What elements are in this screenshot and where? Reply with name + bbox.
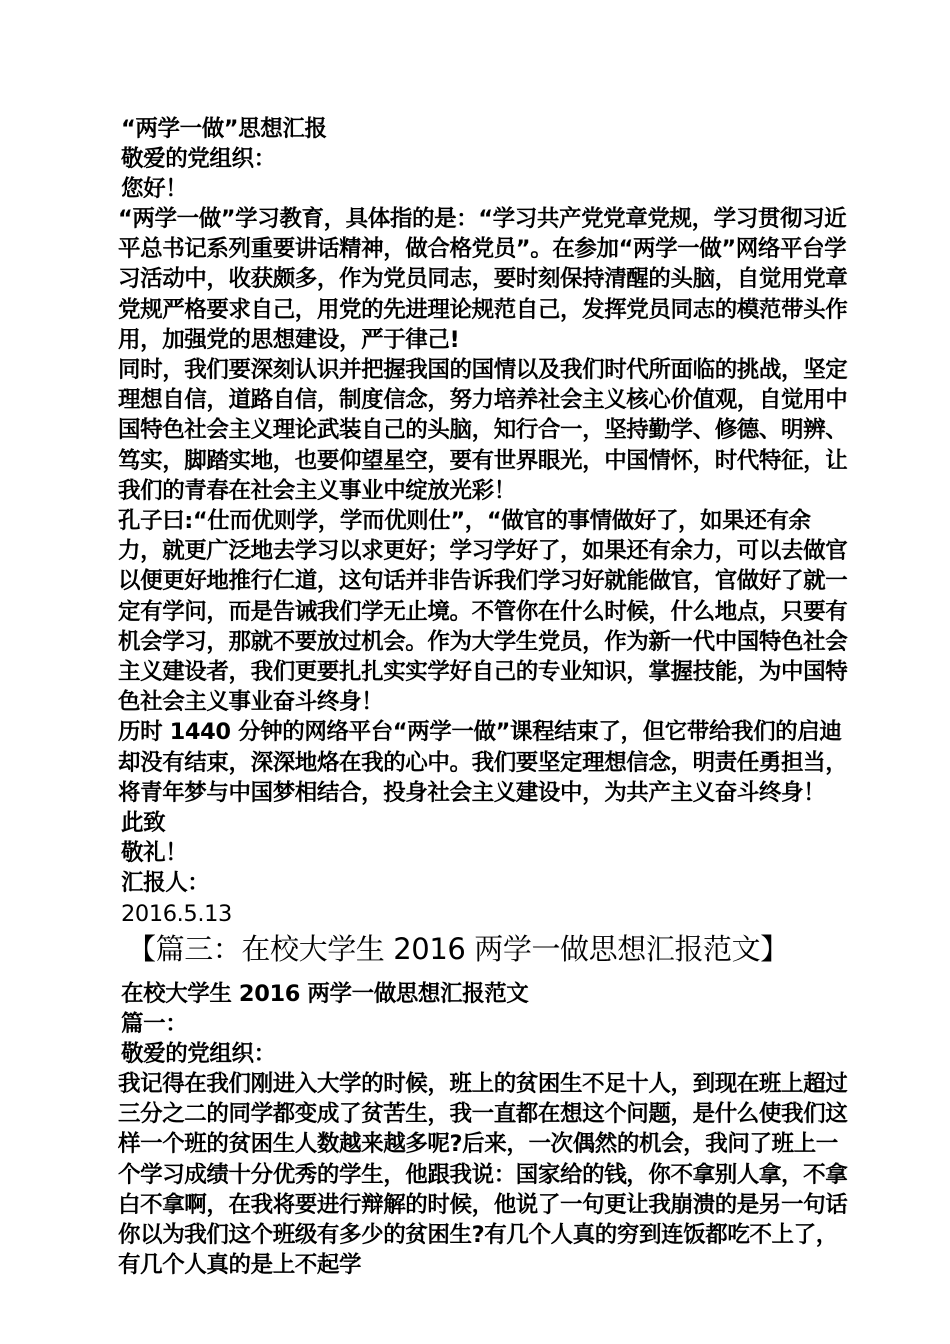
salutation: 敬爱的党组织： (121, 146, 276, 172)
greeting: 您好！ (121, 176, 188, 202)
closing-line: 此致 (121, 810, 166, 837)
letter-title: “两学一做”思想汇报 (121, 116, 327, 142)
salutation: 敬爱的党组织： (121, 1041, 276, 1068)
paragraph: “两学一做”学习教育，具体指的是：“学习共产党党章党规，学习贯彻习近平总书记系列重要讲话精神，做合格党员”。在参加“两学一做”网络平台学习活动中，收获颇多，作为党员同志，要时刻保持清醒的头脑，自觉用党章党规严格要求自己，用党的先进理论规范自己，发挥党员同志的模范带头作用，加强党的思想建设，严于律己! (118, 206, 848, 353)
paragraph: 同时，我们要深刻认识并把握我国的国情以及我们时代所面临的挑战，坚定理想自信，道路自信，制度信念，努力培养社会主义核心价值观，自觉用中国特色社会主义理论武装自己的头脑，知行合一，坚持勤学、修德、明辨、笃实，脚踏实地，也要仰望星空，要有世界眼光，中国情怀，时代特征，让我们的青春在社会主义事业中绽放光彩！ (118, 357, 848, 504)
paragraph: 孔子曰:“仕而优则学，学而优则仕”，“做官的事情做好了，如果还有余力，就更广泛地去学习以求更好；学习学好了，如果还有余力，可以去做官以便更好地推行仁道，这句话并非告诉我们学习好就能做官，官做好了就一定有学问，而是告诫我们学无止境。不管你在什么时候，什么地点，只要有机会学习，那就不要放过机会。作为大学生党员，作为新一代中国特色社会主义建设者，我们更要扎扎实实学好自己的专业知识，掌握技能，为中国特色社会主义事业奋斗终身！ (118, 508, 848, 716)
report-date: 2016.5.13 (121, 901, 232, 928)
document-body (118, 114, 852, 1280)
part-label: 篇一： (121, 1011, 188, 1038)
signature-label: 汇报人： (121, 870, 210, 897)
paragraph: 我记得在我们刚进入大学的时候，班上的贫困生不足十人，到现在班上超过三分之二的同学都变成了贫苦生，我一直都在想这个问题，是什么使我们这样一个班的贫困生人数越来越多呢?后来，一次偶然的机会，我问了班上一个学习成绩十分优秀的学生，他跟我说：国家给的钱，你不拿别人拿，不拿白不拿啊，在我将要进行辩解的时候，他说了一句更让我崩溃的是另一句话你以为我们这个班级有多少的贫困生?有几个人真的穷到连饭都吃不上了，有几个人真的是上不起学 (118, 1071, 848, 1279)
section-heading: 【篇三：在校大学生 2016 两学一做思想汇报范文】 (127, 932, 789, 967)
closing-line: 敬礼！ (121, 840, 188, 867)
paragraph: 历时 1440 分钟的网络平台“两学一做”课程结束了，但它带给我们的启迪却没有结束，深深地烙在我的心中。我们要坚定理想信念，明责任勇担当，将青年梦与中国梦相结合，投身社会主义建设中，为共产主义奋斗终身！ (118, 719, 848, 806)
letter-title: 在校大学生 2016 两学一做思想汇报范文 (121, 981, 529, 1008)
